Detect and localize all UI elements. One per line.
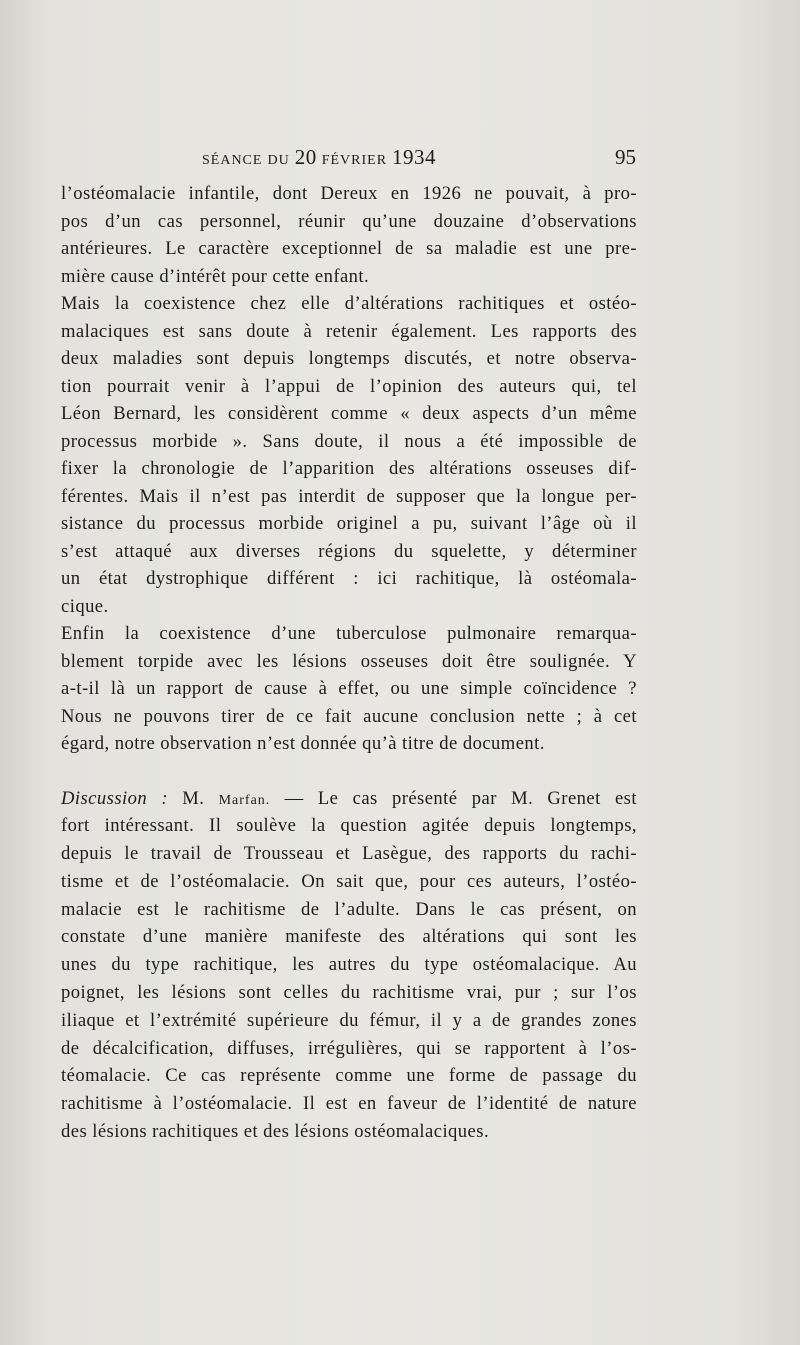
discussion-first-line	[61, 785, 637, 813]
text-line: fort intéressant. Il soulève la question agitée depuis longtemps,	[61, 815, 637, 837]
text-line: deux maladies sont depuis longtemps discutés, et notre observa-	[61, 348, 637, 369]
paragraph-2	[61, 290, 637, 620]
text-line: pos d’un cas personnel, réunir qu’une douzaine d’observations	[61, 210, 637, 232]
text-line: depuis le travail de Trousseau et Lasègue, des rapports du rachi-	[61, 843, 637, 865]
paragraph-1	[61, 180, 637, 290]
running-head-du: DU	[267, 153, 290, 168]
text-line: férentes. Mais il n’est pas interdit de supposer que la longue per-	[61, 485, 637, 507]
text-line: téomalacie. Ce cas représente comme une forme de passage du	[61, 1065, 637, 1087]
running-head-day: 20	[294, 145, 317, 169]
text-line: tion pourrait venir à l’appui de l’opinion des auteurs qui, tel	[61, 375, 637, 397]
text-line: malacie est le rachitisme de l’adulte. Dans le cas présent, on	[61, 898, 637, 920]
page-number: 95	[615, 145, 636, 169]
running-head	[202, 145, 436, 170]
text-line: sistance du processus morbide originel a pu, suivant l’âge où il	[61, 513, 637, 534]
text-line: a-t-il là un rapport de cause à effet, ou une simple coïncidence ?	[61, 678, 637, 699]
text-line: tisme et de l’ostéomalacie. On sait que, pour ces auteurs, l’ostéo-	[61, 870, 637, 892]
running-head-year: 1934	[392, 145, 437, 169]
text-line: Nous ne pouvons tirer de ce fait aucune conclusion nette ; à cet	[61, 705, 637, 727]
text-line: malaciques est sans doute à retenir également. Les rapports des	[61, 320, 637, 342]
text-line: cique.	[61, 595, 109, 617]
discussion-first-line-text: — Le cas présenté par M. Grenet est	[284, 787, 637, 809]
running-head-month: FÉVRIER	[321, 153, 388, 168]
text-line: rachitisme à l’ostéomalacie. Il est en faveur de l’identité de nature	[61, 1093, 637, 1115]
text-line: s’est attaqué aux diverses régions du squelette, y déterminer	[61, 540, 637, 562]
running-head-seance: SÉANCE	[202, 153, 263, 168]
text-line: unes du type rachitique, les autres du type ostéomalacique. Au	[61, 954, 637, 976]
text-line: des lésions rachitiques et des lésions ostéomalaciques.	[61, 1121, 490, 1143]
speaker-title: M.	[182, 787, 205, 809]
text-line: l’ostéomalacie infantile, dont Dereux en 1926 ne pouvait, à pro-	[61, 183, 637, 204]
page-header	[202, 145, 636, 171]
speaker-name: Marfan.	[218, 792, 271, 808]
text-line: mière cause d’intérêt pour cette enfant.	[61, 265, 370, 287]
text-line: Mais la coexistence chez elle d’altérations rachitiques et ostéo-	[61, 293, 637, 314]
text-line: constate d’une manière manifeste des altérations qui sont les	[61, 926, 637, 948]
text-line: antérieures. Le caractère exceptionnel de sa maladie est une pre-	[61, 238, 637, 259]
text-line: iliaque et l’extrémité supérieure du fémur, il y a de grandes zones	[61, 1009, 637, 1031]
paragraph-3	[61, 620, 637, 758]
text-line: processus morbide ». Sans doute, il nous a été impossible de	[61, 430, 637, 452]
text-line: fixer la chronologie de l’apparition des altérations osseuses dif-	[61, 458, 637, 479]
discussion-label: Discussion :	[61, 787, 169, 809]
text-line: de décalcification, diffuses, irrégulières, qui se rapportent à l’os-	[61, 1037, 637, 1059]
body-text	[61, 180, 637, 1146]
text-line: Léon Bernard, les considèrent comme « deux aspects d’un même	[61, 403, 637, 424]
text-line: égard, notre observation n’est donnée qu’à titre de document.	[61, 733, 545, 754]
discussion-paragraph	[61, 785, 637, 1146]
text-line: poignet, les lésions sont celles du rachitisme vrai, pur ; sur l’os	[61, 982, 637, 1004]
text-line: un état dystrophique différent : ici rachitique, là ostéomala-	[61, 568, 637, 589]
text-line: blement torpide avec les lésions osseuses doit être soulignée. Y	[61, 650, 637, 672]
text-line: Enfin la coexistence d’une tuberculose pulmonaire remarqua-	[61, 623, 637, 644]
